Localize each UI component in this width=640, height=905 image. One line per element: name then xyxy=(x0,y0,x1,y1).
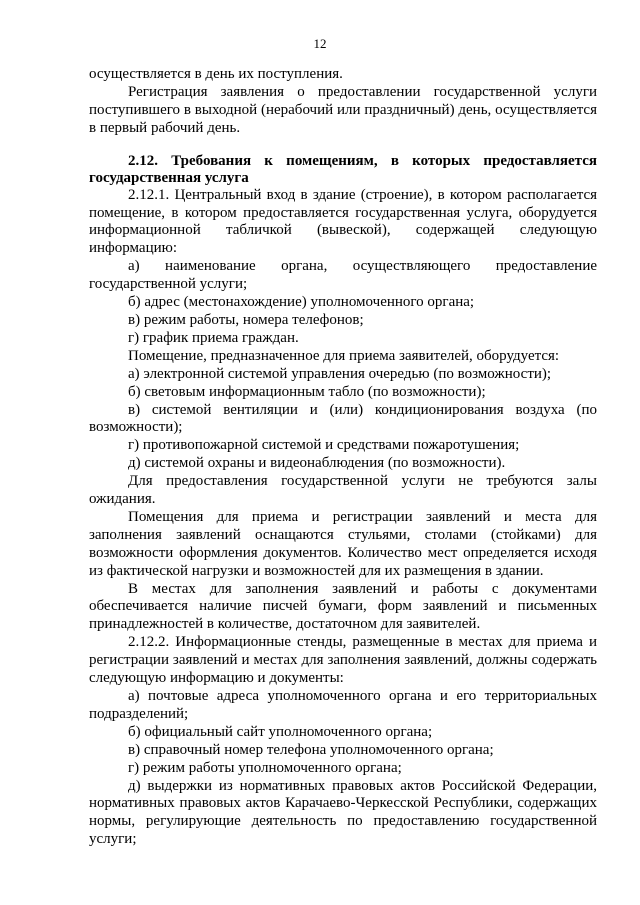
list2-item-d: г) противопожарной системой и средствами пожаротушения; xyxy=(128,437,520,454)
list3-item-d: г) режим работы уполномоченного органа; xyxy=(128,759,402,776)
list2-item-a: а) электронной системой управления очередью (по возможности); xyxy=(128,365,552,382)
list2-item-b: б) световым информационным табло (по возможности); xyxy=(128,383,486,400)
section-heading: 2.12. Требования к помещениям, в которых предоставляется государственная услуга xyxy=(89,152,597,186)
paragraph-4: Помещение, предназначенное для приема заявителей, оборудуется: xyxy=(128,347,560,364)
list3-item-a: а) почтовые адреса уполномоченного органа и его территориальных подразделений; xyxy=(89,688,597,722)
paragraph-7: В местах для заполнения заявлений и работы с документами обеспечивается наличие писчей бумаги, форм заявлений и письменных принадлежностей в количестве, достаточном для заявителей. xyxy=(89,580,597,633)
list2-item-e: д) системой охраны и видеонаблюдения (по возможности). xyxy=(128,455,506,472)
list3-item-b: б) официальный сайт уполномоченного органа; xyxy=(128,723,433,740)
page-content xyxy=(89,66,597,849)
list2-item-c: в) системой вентиляции и (или) кондиционирования воздуха (по возможности); xyxy=(89,401,597,436)
list1-item-b: б) адрес (местонахождение) уполномоченного органа; xyxy=(128,294,475,311)
paragraph-1: осуществляется в день их поступления. xyxy=(89,66,343,82)
list3-item-c: в) справочный номер телефона уполномоченного органа; xyxy=(128,741,494,758)
list1-item-a: а) наименование органа, осуществляющего предоставление государственной услуги; xyxy=(89,258,597,293)
paragraph-3: 2.12.1. Центральный вход в здание (строение), в котором располагается помещение, в котором предоставляется государственная услуга, оборудуется информационной табличкой (вывеской), содержащей следующую информацию: xyxy=(89,186,597,257)
list1-item-d: г) график приема граждан. xyxy=(128,329,299,346)
paragraph-5: Для предоставления государственной услуги не требуются залы ожидания. xyxy=(89,473,597,508)
paragraph-6: Помещения для приема и регистрации заявлений и места для заполнения заявлений оснащаются стульями, столами (стойками) для возможности оформления документов. Количество мест определяется исходя из фактической нагрузки и возможностей для их размещения в здании. xyxy=(89,508,597,579)
paragraph-2: Регистрация заявления о предоставлении государственной услуги поступившего в выходной (нерабочий или праздничный) день, осуществляется в первый рабочий день. xyxy=(89,83,597,136)
list3-item-e: д) выдержки из нормативных правовых актов Российской Федерации, нормативных правовых актов Карачаево-Черкесской Республики, содержащих нормы, регулирующие деятельность по предоставлению государственной услуги; xyxy=(89,777,597,848)
page-number: 12 xyxy=(313,36,327,51)
paragraph-8: 2.12.2. Информационные стенды, размещенные в местах для приема и регистрации заявлений и местах для заполнения заявлений, должны содержать следующую информацию и документы: xyxy=(89,634,597,687)
list1-item-c: в) режим работы, номера телефонов; xyxy=(128,311,364,328)
